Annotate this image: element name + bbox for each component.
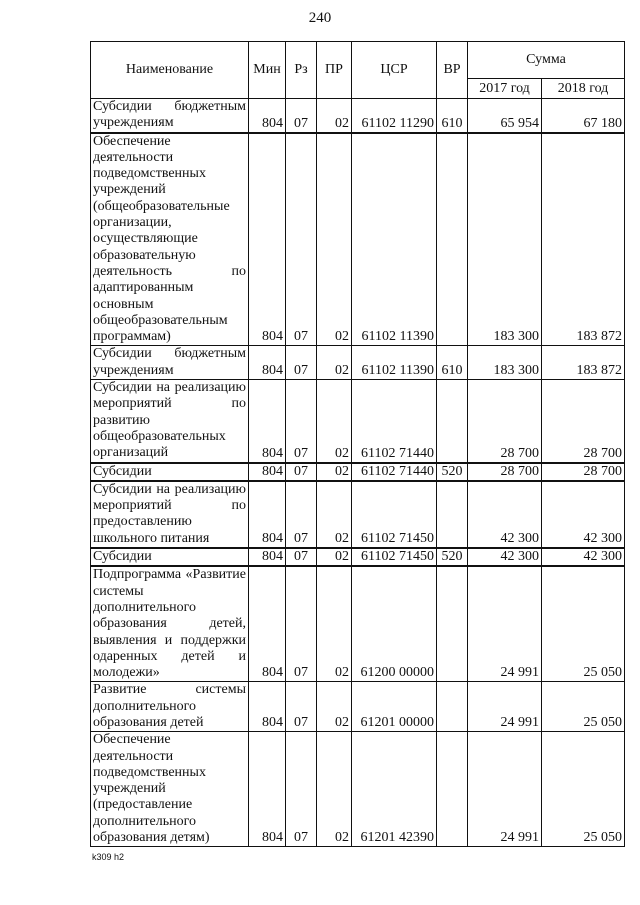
row-pr: 02 — [317, 481, 352, 548]
row-name: Субсидии бюджетным учреждениям — [91, 99, 249, 133]
row-min: 804 — [249, 133, 286, 346]
table-row — [91, 380, 625, 463]
table-row — [91, 346, 625, 380]
table-row — [91, 133, 625, 346]
row-rz: 07 — [286, 481, 317, 548]
row-csr: 61201 00000 — [352, 682, 437, 732]
row-pr: 02 — [317, 99, 352, 133]
header-pr: ПР — [317, 42, 352, 99]
header-csr: ЦСР — [352, 42, 437, 99]
row-rz: 07 — [286, 463, 317, 481]
row-vr: 610 — [437, 99, 468, 133]
row-2018: 42 300 — [542, 548, 625, 566]
row-name: Субсидии — [91, 463, 249, 481]
table-row — [91, 682, 625, 732]
row-2018: 25 050 — [542, 566, 625, 682]
row-rz: 07 — [286, 346, 317, 380]
row-2018: 183 872 — [542, 346, 625, 380]
row-name: Развитие системы дополнительного образования детей — [91, 682, 249, 732]
row-2018: 25 050 — [542, 732, 625, 847]
row-vr — [437, 481, 468, 548]
row-vr — [437, 566, 468, 682]
row-csr: 61102 71450 — [352, 548, 437, 566]
row-rz: 07 — [286, 548, 317, 566]
row-pr: 02 — [317, 732, 352, 847]
row-pr: 02 — [317, 548, 352, 566]
row-2018: 28 700 — [542, 463, 625, 481]
header-min: Мин — [249, 42, 286, 99]
row-2018: 183 872 — [542, 133, 625, 346]
row-min: 804 — [249, 463, 286, 481]
row-csr: 61102 11290 — [352, 99, 437, 133]
row-csr: 61102 11390 — [352, 346, 437, 380]
row-2017: 24 991 — [468, 682, 542, 732]
table-row — [91, 566, 625, 682]
row-pr: 02 — [317, 133, 352, 346]
row-2017: 65 954 — [468, 99, 542, 133]
row-2017: 24 991 — [468, 732, 542, 847]
header-sum: Сумма — [468, 42, 625, 79]
row-name: Обеспечение деятельности подведомственных учреждений (общеобразовательные организации, осуществляющие образовательную деятельность по адаптированным основным общеобразовательным программам) — [91, 133, 249, 346]
row-csr: 61102 11390 — [352, 133, 437, 346]
table-row — [91, 481, 625, 548]
row-rz: 07 — [286, 380, 317, 463]
row-min: 804 — [249, 548, 286, 566]
row-name: Обеспечение деятельности подведомственных учреждений (предоставление дополнительного образования детям) — [91, 732, 249, 847]
row-name: Субсидии бюджетным учреждениям — [91, 346, 249, 380]
row-csr: 61201 42390 — [352, 732, 437, 847]
header-row — [91, 42, 625, 79]
header-name: Наименование — [91, 42, 249, 99]
row-name: Субсидии — [91, 548, 249, 566]
row-pr: 02 — [317, 566, 352, 682]
row-csr: 61102 71450 — [352, 481, 437, 548]
row-min: 804 — [249, 732, 286, 847]
row-2018: 42 300 — [542, 481, 625, 548]
row-vr — [437, 682, 468, 732]
row-pr: 02 — [317, 380, 352, 463]
row-rz: 07 — [286, 566, 317, 682]
row-2017: 42 300 — [468, 548, 542, 566]
row-2018: 67 180 — [542, 99, 625, 133]
row-csr: 61102 71440 — [352, 380, 437, 463]
row-pr: 02 — [317, 463, 352, 481]
row-2017: 42 300 — [468, 481, 542, 548]
row-rz: 07 — [286, 133, 317, 346]
row-min: 804 — [249, 566, 286, 682]
table-row — [91, 99, 625, 133]
row-csr: 61102 71440 — [352, 463, 437, 481]
header-2017: 2017 год — [468, 79, 542, 99]
row-vr — [437, 133, 468, 346]
row-vr: 520 — [437, 463, 468, 481]
row-min: 804 — [249, 481, 286, 548]
table-row — [91, 463, 625, 481]
row-rz: 07 — [286, 682, 317, 732]
row-csr: 61200 00000 — [352, 566, 437, 682]
row-2017: 183 300 — [468, 346, 542, 380]
row-vr: 520 — [437, 548, 468, 566]
header-2018: 2018 год — [542, 79, 625, 99]
row-pr: 02 — [317, 682, 352, 732]
row-vr — [437, 732, 468, 847]
row-2017: 24 991 — [468, 566, 542, 682]
row-2017: 183 300 — [468, 133, 542, 346]
row-rz: 07 — [286, 732, 317, 847]
row-2017: 28 700 — [468, 463, 542, 481]
table-row — [91, 732, 625, 847]
row-min: 804 — [249, 99, 286, 133]
row-2018: 28 700 — [542, 380, 625, 463]
page-number: 240 — [308, 10, 332, 26]
budget-table — [90, 41, 625, 847]
footer-code: k309 h2 — [92, 852, 125, 862]
row-2018: 25 050 — [542, 682, 625, 732]
row-vr: 610 — [437, 346, 468, 380]
row-vr — [437, 380, 468, 463]
row-min: 804 — [249, 380, 286, 463]
row-2017: 28 700 — [468, 380, 542, 463]
table-row — [91, 548, 625, 566]
header-rz: Рз — [286, 42, 317, 99]
row-pr: 02 — [317, 346, 352, 380]
row-min: 804 — [249, 346, 286, 380]
row-name: Субсидии на реализацию мероприятий по предоставлению школьного питания — [91, 481, 249, 548]
row-min: 804 — [249, 682, 286, 732]
row-name: Подпрограмма «Развитие системы дополнительного образования детей, выявления и поддержки одаренных детей и молодежи» — [91, 566, 249, 682]
row-name: Субсидии на реализацию мероприятий по развитию общеобразовательных организаций — [91, 380, 249, 463]
row-rz: 07 — [286, 99, 317, 133]
header-vr: ВР — [437, 42, 468, 99]
